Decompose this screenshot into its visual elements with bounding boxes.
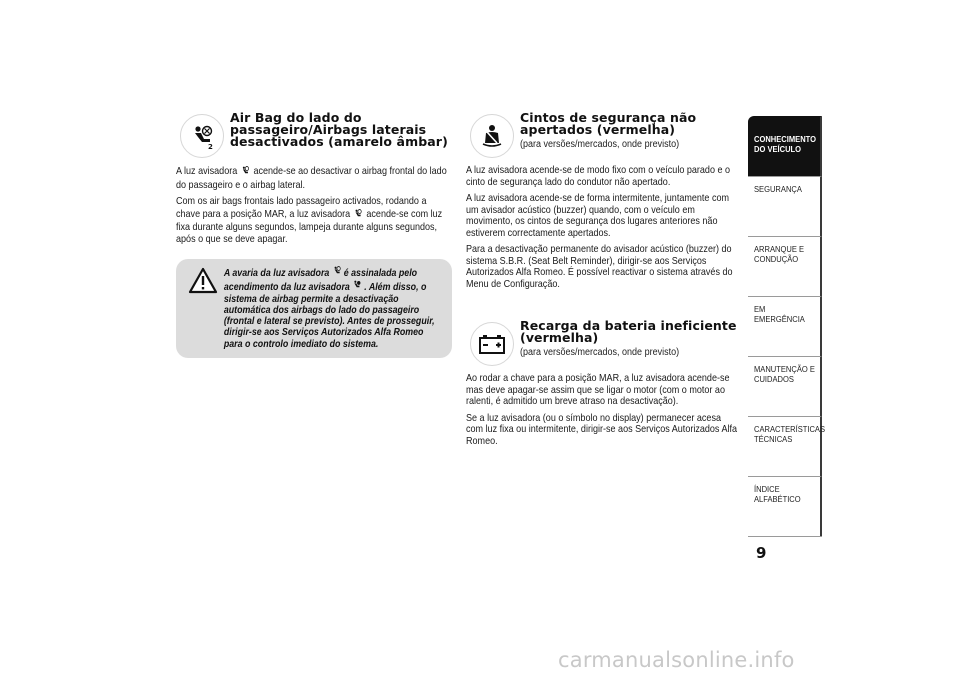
left-column <box>176 112 452 358</box>
airbag-paragraph-2 <box>176 196 452 245</box>
tab-label: ÍNDICE ALFABÉTICO <box>754 484 801 504</box>
airbag-para2-end: acende-se com luz fixa durante alguns segundos, lampeja durante alguns segundos, após o que se deve apagar. <box>176 207 443 245</box>
airbag-passenger-off-icon <box>332 268 344 279</box>
seatbelt-paragraph-2 <box>466 193 738 239</box>
battery-paragraph-1 <box>466 373 738 408</box>
airbag-passenger-off-icon <box>180 114 224 158</box>
battery-section-subtitle: (para versões/mercados, onde previsto) <box>520 347 680 358</box>
seatbelt-section-title: Cintos de segurança não apertados (vermelha) <box>520 110 697 137</box>
seatbelt-para3-text: Para a desactivação permanente do avisador acústico (buzzer) do sistema S.B.R. (Seat Belt Reminder), dirigir-se aos Serviços Autorizados Alfa Romeo. É possível reactivar o sistema através do Menu de Configuração. <box>466 243 733 290</box>
warning-text-end: . Além disso, o sistema de airbag permite a desactivação automática dos airbags do lado do passageiro (frontal e lateral se previsto). Antes de prosseguir, dirigir-se aos Serviços Autorizados Alfa Romeo para o controlo imediato do sistema. <box>223 282 435 350</box>
airbag-section-title: Air Bag do lado do passageiro/Airbags laterais desactivados (amarelo âmbar) <box>230 110 448 149</box>
seatbelt-paragraph-1 <box>466 165 738 188</box>
seatbelt-section-subtitle: (para versões/mercados, onde previsto) <box>520 139 680 150</box>
page-number: 9 <box>756 544 767 562</box>
battery-paragraph-2 <box>466 413 738 448</box>
tab-label: CONHECIMENTO DO VEÍCULO <box>754 134 817 154</box>
tab-label: ARRANQUE E CONDUÇÃO <box>754 244 805 264</box>
warning-text <box>186 265 444 350</box>
seatbelt-icon <box>470 114 514 158</box>
battery-section-title: Recarga da bateria ineficiente (vermelha) <box>520 318 737 345</box>
warning-text-mid: é assinalada pelo acendimento da luz avisadora <box>223 268 418 294</box>
airbag-passenger-off-icon <box>241 165 250 180</box>
tab-manutencao-e-cuidados[interactable] <box>748 356 822 416</box>
seatbelt-section-header <box>466 112 738 160</box>
warning-box <box>176 259 452 358</box>
tab-indice-alfabetico[interactable] <box>748 476 822 536</box>
tab-label: EM EMERGÊNCIA <box>754 304 805 324</box>
airbag-para2-start: Com os air bags frontais lado passageiro activados, rodando a chave para a posição MAR, a luz avisadora <box>176 195 427 220</box>
battery-para2-text: Se a luz avisadora (ou o símbolo no display) permanecer acesa com luz fixa ou intermitente, dirigir-se aos Serviços Autorizados Alfa Romeo. <box>466 411 738 447</box>
svg-text:2: 2 <box>208 143 213 150</box>
seatbelt-para1-text: A luz avisadora acende-se de modo fixo com o veículo parado e o cinto de segurança lado do condutor não apertado. <box>466 164 731 188</box>
airbag-para1-start: A luz avisadora <box>176 165 238 177</box>
airbag-icon <box>352 282 364 293</box>
battery-para1-text: Ao rodar a chave para a posição MAR, a luz avisadora acende-se mas deve apagar-se assim que se ligar o motor (com o motor ao ralenti, é admitido um breve atraso na desactivação). <box>466 372 730 407</box>
seatbelt-paragraph-3 <box>466 244 738 290</box>
tab-arranque-e-conducao[interactable] <box>748 236 822 296</box>
battery-icon <box>470 322 514 366</box>
right-column <box>466 112 738 447</box>
airbag-para1-end: acende-se ao desactivar o airbag frontal do lado do passageiro e o airbag lateral. <box>176 165 447 191</box>
warning-text-start: A avaria da luz avisadora <box>223 268 330 279</box>
tab-seguranca[interactable] <box>748 176 822 236</box>
tab-label: MANUTENÇÃO E CUIDADOS <box>754 364 815 384</box>
airbag-passenger-off-icon <box>354 208 363 223</box>
battery-section-header <box>466 320 738 368</box>
airbag-section-header <box>176 112 452 160</box>
seatbelt-para2-text: A luz avisadora acende-se de forma intermitente, juntamente com um avisador acústico (buzzer) quando, com o veículo em movimento, os cintos de segurança dos lugares anteriores não estiverem correctamente apertados. <box>466 192 730 239</box>
tab-caracteristicas-tecnicas[interactable] <box>748 416 826 476</box>
tab-conhecimento-do-veiculo[interactable] <box>748 116 822 176</box>
watermark-text: carmanualsonline.info <box>558 648 795 672</box>
tab-em-emergencia[interactable] <box>748 296 822 356</box>
chapter-tabs <box>748 116 826 538</box>
tab-label: SEGURANÇA <box>754 184 802 194</box>
airbag-paragraph-1 <box>176 165 452 191</box>
tab-label: CARACTERÍSTICAS TÉCNICAS <box>754 424 826 444</box>
